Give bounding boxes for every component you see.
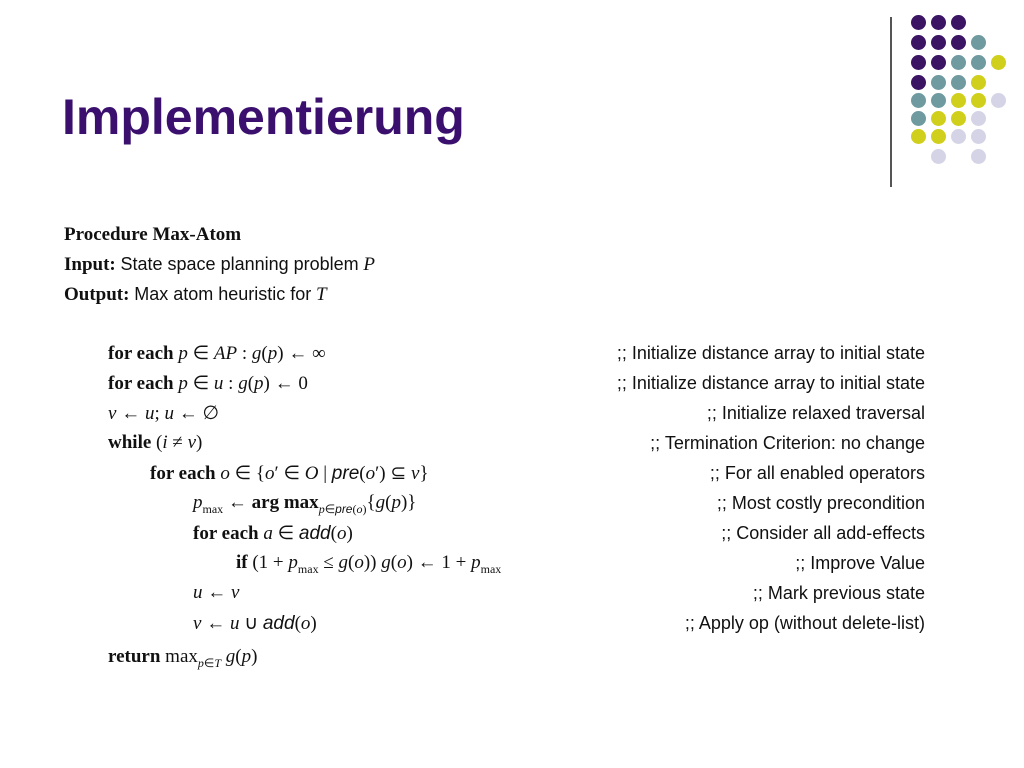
code-line-2: for each p ∈ u : g(p) ← 0 — [108, 373, 308, 394]
code-line-7: for each a ∈ add(o) — [193, 523, 353, 544]
comment-line-3: ;; Initialize relaxed traversal — [706, 403, 925, 423]
input-line — [64, 254, 375, 276]
slide-title: Implementierung — [62, 89, 465, 145]
output-value: Max atom heuristic for — [134, 284, 312, 304]
comment-line-5: ;; For all enabled operators — [709, 463, 925, 483]
output-variable: T — [316, 284, 327, 305]
code-line-11: return $\max_{p\in T} g(p)$ — [108, 646, 258, 670]
code-line-4: while (i ≠ v) — [108, 432, 203, 453]
code-line-6: $p_{max}$ ← arg $\max_{p\in pre(o)}\{g(p)\}$ — [193, 492, 417, 516]
procedure-heading: Procedure Max-Atom — [64, 224, 242, 245]
input-value: State space planning problem — [120, 254, 359, 274]
code-line-10: v ← u ∪ add(o) — [193, 613, 317, 634]
output-line — [64, 284, 327, 306]
comment-line-2: ;; Initialize distance array to initial state — [616, 373, 925, 393]
code-line-8: if $(1 + p_{max} \le g(o))$ g(o) ← $1 + p_{max}$ — [236, 552, 502, 576]
code-line-5: for each o ∈ {o′ ∈ O | pre(o′) ⊆ v} — [150, 463, 429, 484]
comment-line-7: ;; Consider all add-effects — [721, 523, 925, 543]
comment-line-4: ;; Termination Criterion: no change — [650, 433, 925, 453]
input-variable: P — [363, 254, 376, 275]
code-line-1: for each p ∈ AP : g(p) ← ∞ — [108, 343, 326, 364]
comment-line-10: ;; Apply op (without delete-list) — [684, 613, 925, 633]
input-label: Input: — [64, 254, 116, 275]
comment-line-1: ;; Initialize distance array to initial state — [616, 343, 925, 363]
code-line-3: v ← u; u ← ∅ — [108, 403, 220, 424]
output-label: Output: — [64, 284, 130, 305]
code-line-9: u ← v — [193, 582, 240, 603]
comment-line-9: ;; Mark previous state — [752, 583, 925, 603]
comment-line-6: ;; Most costly precondition — [716, 493, 925, 513]
comment-line-8: ;; Improve Value — [795, 553, 925, 573]
